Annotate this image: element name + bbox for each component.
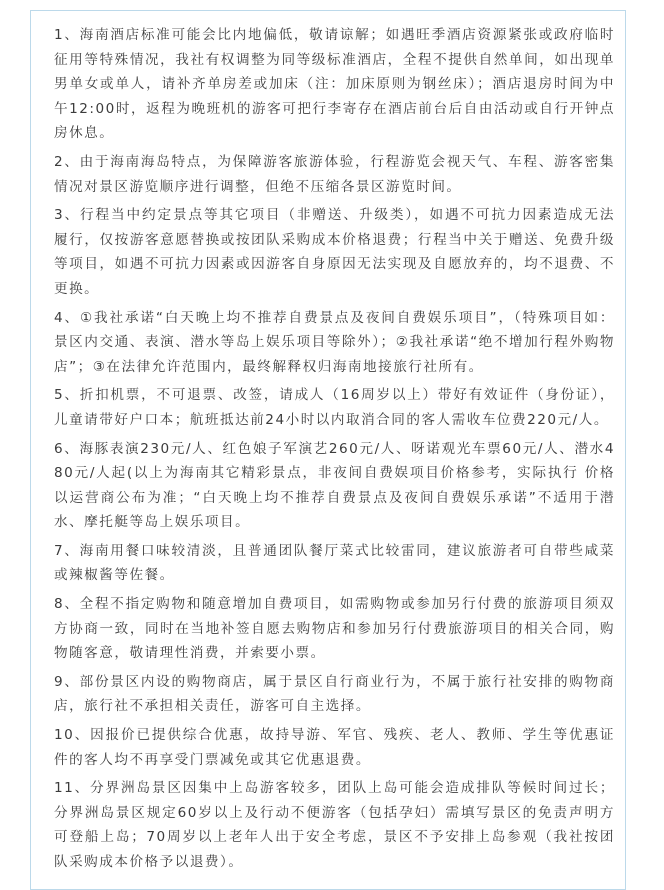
notice-box [30,10,626,890]
notice-item-1: 1、海南酒店标准可能会比内地偏低，敬请谅解；如遇旺季酒店资源紧张或政府临时征用等特殊情况，我社有权调整为同等级标准酒店，全程不提供自然单间，如出现单男单女或单人，请补齐单房差或加床（注：加床原则为钢丝床）；酒店退房时间为中午12:00时，返程为晚班机的游客可把行李寄存在酒店前台后自由活动或自行开钟点房休息。 [54,27,615,142]
notice-item-9: 9、部份景区内设的购物商店，属于景区自行商业行为，不属于旅行社安排的购物商店，旅行社不承担相关责任，游客可自主选择。 [54,673,615,715]
notice-item-6: 6、海豚表演230元/人、红色娘子军演艺260元/人、呀诺观光车票60元/人、潜水480元/人起(以上为海南其它精彩景点，非夜间自费娱项目价格参考，实际执行 价格以运营商公布为准；“白天晚上均不推荐自费景点及夜间自费娱乐承诺”不适用于潜水、摩托艇等岛上娱乐项目。 [54,440,615,531]
notice-item-8: 8、全程不指定购物和随意增加自费项目，如需购物或参加另行付费的旅游项目须双方协商一致，同时在当地补签自愿去购物店和参加另行付费旅游项目的相关合同，购物随客意，敬请理性消费，并索要小票。 [54,596,615,662]
notice-item-5: 5、折扣机票，不可退票、改签，请成人（16周岁以上）带好有效证件（身份证），儿童请带好户口本；航班抵达前24小时以内取消合同的客人需收车位费220元/人。 [54,387,615,428]
notice-item-3: 3、行程当中约定景点等其它项目（非赠送、升级类），如遇不可抗力因素造成无法履行，仅按游客意愿替换或按团队采购成本价格退费；行程当中关于赠送、免费升级等项目，如遇不可抗力因素或因游客自身原因无法实现及自愿放弃的，均不退费、不更换。 [54,207,615,297]
notice-item-2: 2、由于海南海岛特点，为保障游客旅游体验，行程游览会视天气、车程、游客密集情况对景区游览顺序进行调整，但绝不压缩各景区游览时间。 [54,153,615,195]
notice-item-10: 10、因报价已提供综合优惠，故持导游、军官、残疾、老人、教师、学生等优惠证件的客人均不再享受门票减免或其它优惠退费。 [54,727,615,768]
notice-item-4: 4、①我社承诺“白天晚上均不推荐自费景点及夜间自费娱乐项目”，（特殊项目如：景区内交通、表演、潜水等岛上娱乐项目等除外）；②我社承诺“绝不增加行程外购物店”；③在法律允许范围内，最终解释权归海南地接旅行社所有。 [54,309,615,375]
notice-list [54,23,615,875]
notice-item-7: 7、海南用餐口味较清淡，且普通团队餐厅菜式比较雷同，建议旅游者可自带些咸菜或辣椒酱等佐餐。 [54,542,615,584]
notice-item-11: 11、分界洲岛景区因集中上岛游客较多，团队上岛可能会造成排队等候时间过长；分界洲岛景区规定60岁以上及行动不便游客（包括孕妇）需填写景区的免责声明方可登船上岛；70周岁以上老年人出于安全考虑，景区不予安排上岛参观（我社按团队采购成本价格予以退费）。 [54,780,615,870]
